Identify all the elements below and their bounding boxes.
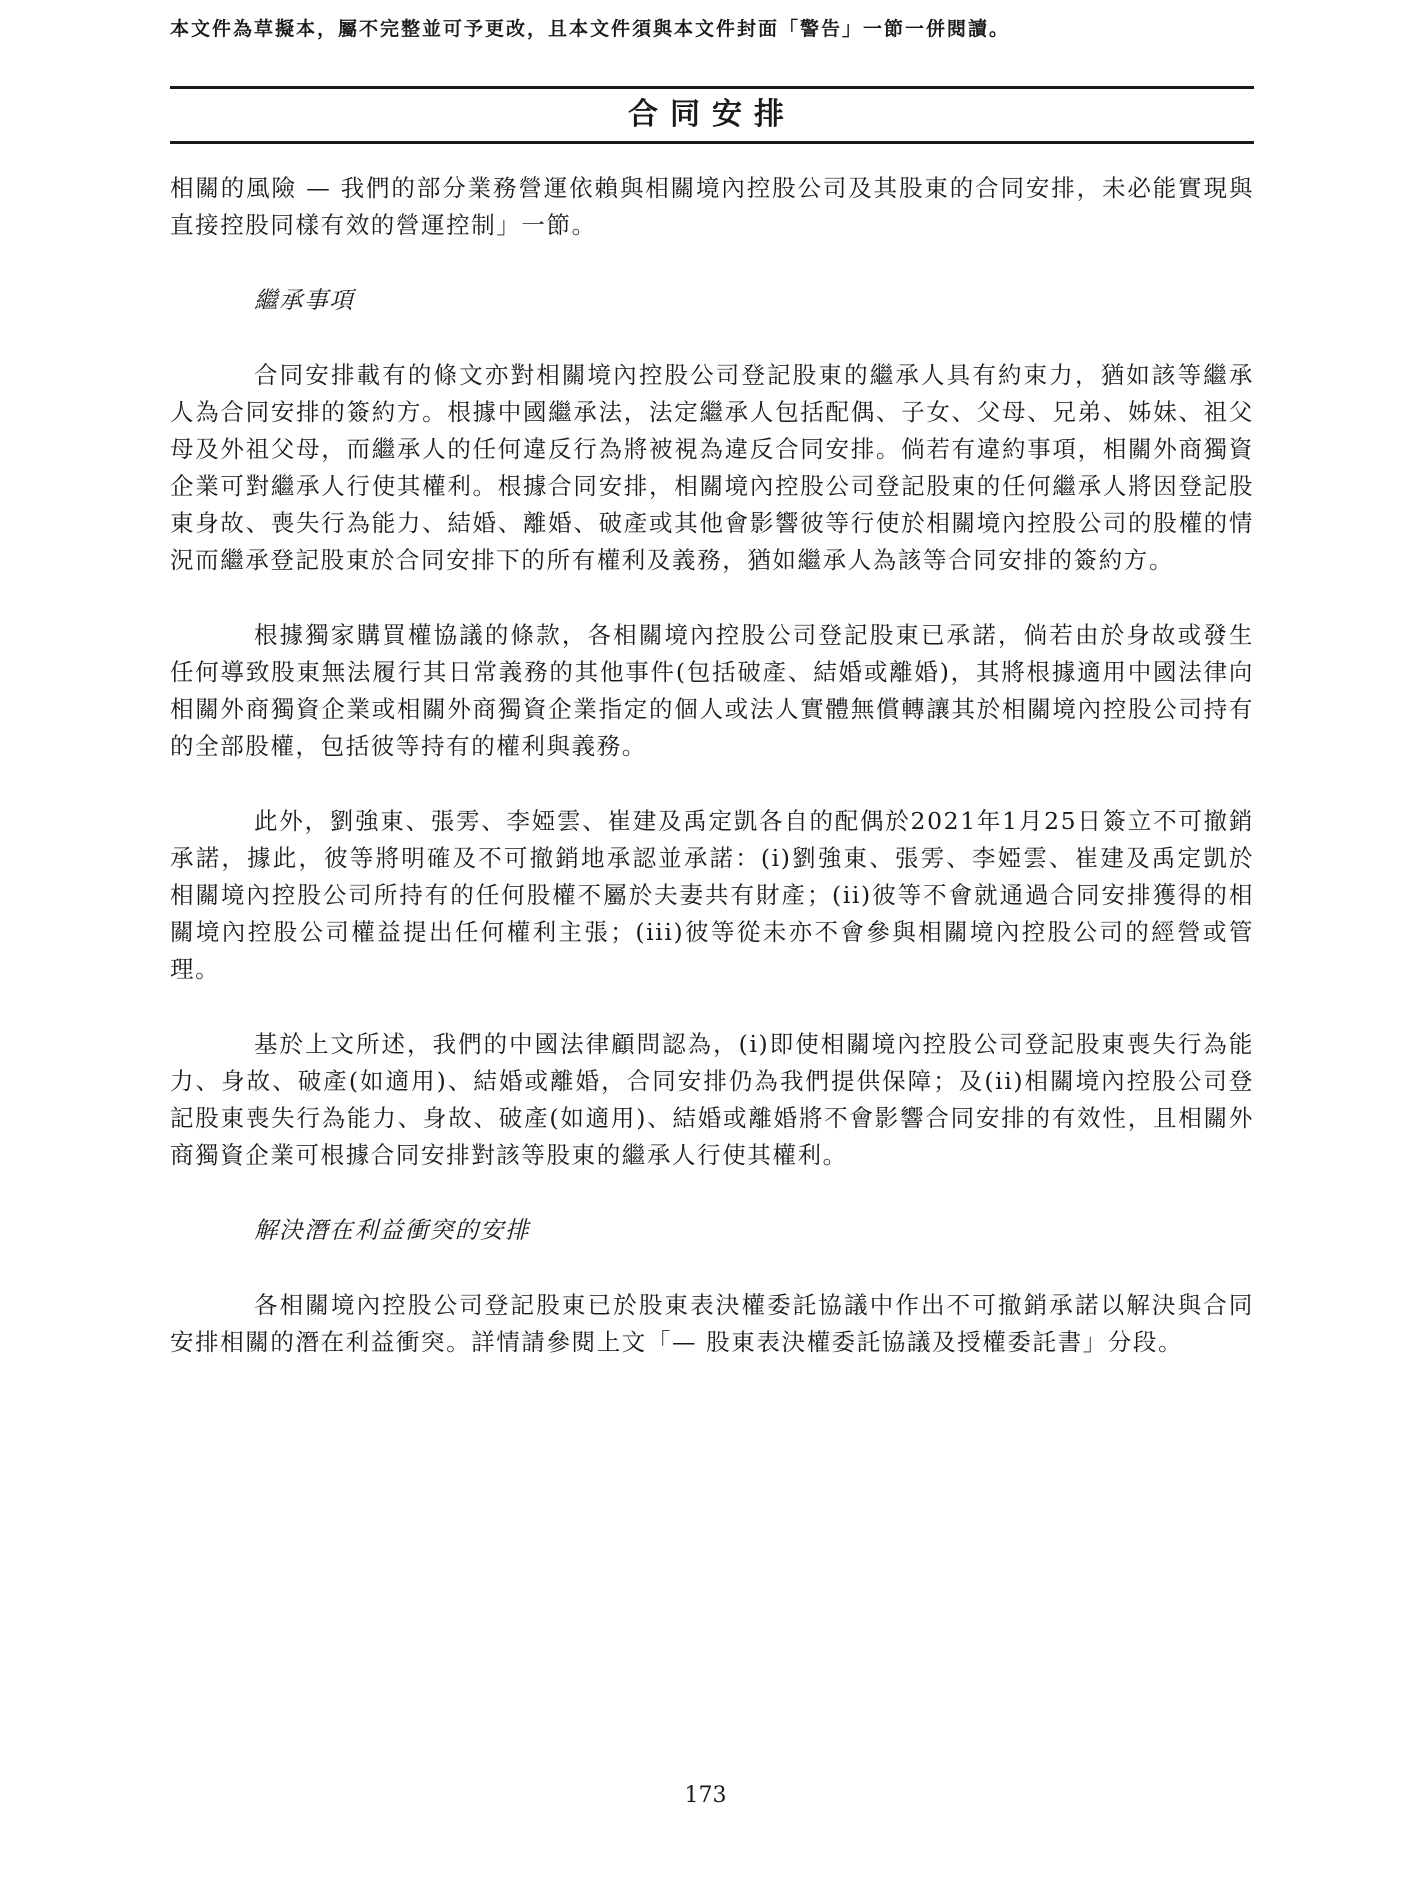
paragraph-conflict-resolution: 各相關境內控股公司登記股東已於股東表決權委託協議中作出不可撤銷承諾以解決與合同安排相關的潛在利益衝突。詳情請參閱上文「— 股東表決權委託協議及授權委託書」分段。 (170, 1291, 1254, 1356)
paragraph-exclusive-option: 根據獨家購買權協議的條款，各相關境內控股公司登記股東已承諾，倘若由於身故或發生任何導致股東無法履行其日常義務的其他事件(包括破產、結婚或離婚)，其將根據適用中國法律向相關外商獨資企業或相關外商獨資企業指定的個人或法人實體無償轉讓其於相關境內控股公司持有的全部股權，包括彼等持有的權利與義務。 (170, 621, 1254, 760)
page-number: 173 (684, 1783, 727, 1808)
document-body (170, 170, 1254, 1399)
heading-conflicts: 解決潛在利益衝突的安排 (254, 1216, 531, 1244)
section-title: 合同安排 (628, 97, 796, 132)
paragraph-continuation: 相關的風險 — 我們的部分業務營運依賴與相關境內控股公司及其股東的合同安排，未必能實現與直接控股同樣有效的營運控制」一節。 (170, 174, 1254, 239)
draft-disclaimer: 本文件為草擬本，屬不完整並可予更改，且本文件須與本文件封面「警告」一節一併閱讀。 (170, 18, 1011, 40)
heading-succession: 繼承事項 (254, 286, 355, 314)
paragraph-succession-binding: 合同安排載有的條文亦對相關境內控股公司登記股東的繼承人具有約束力，猶如該等繼承人為合同安排的簽約方。根據中國繼承法，法定繼承人包括配偶、子女、父母、兄弟、姊妹、祖父母及外祖父母，而繼承人的任何違反行為將被視為違反合同安排。倘若有違約事項，相關外商獨資企業可對繼承人行使其權利。根據合同安排，相關境內控股公司登記股東的任何繼承人將因登記股東身故、喪失行為能力、結婚、離婚、破產或其他會影響彼等行使於相關境內控股公司的股權的情況而繼承登記股東於合同安排下的所有權利及義務，猶如繼承人為該等合同安排的簽約方。 (170, 361, 1254, 574)
paragraph-spouse-undertakings: 此外，劉強東、張雱、李婭雲、崔建及禹定凱各自的配偶於2021年1月25日簽立不可撤銷承諾，據此，彼等將明確及不可撤銷地承認並承諾：(i)劉強東、張雱、李婭雲、崔建及禹定凱於相關境內控股公司所持有的任何股權不屬於夫妻共有財產；(ii)彼等不會就通過合同安排獲得的相關境內控股公司權益提出任何權利主張；(iii)彼等從未亦不會參與相關境內控股公司的經營或管理。 (170, 807, 1254, 983)
section-title-bar (170, 86, 1254, 144)
paragraph-legal-opinion: 基於上文所述，我們的中國法律顧問認為，(i)即使相關境內控股公司登記股東喪失行為能力、身故、破產(如適用)、結婚或離婚，合同安排仍為我們提供保障；及(ii)相關境內控股公司登記股東喪失行為能力、身故、破產(如適用)、結婚或離婚將不會影響合同安排的有效性，且相關外商獨資企業可根據合同安排對該等股東的繼承人行使其權利。 (170, 1030, 1254, 1169)
